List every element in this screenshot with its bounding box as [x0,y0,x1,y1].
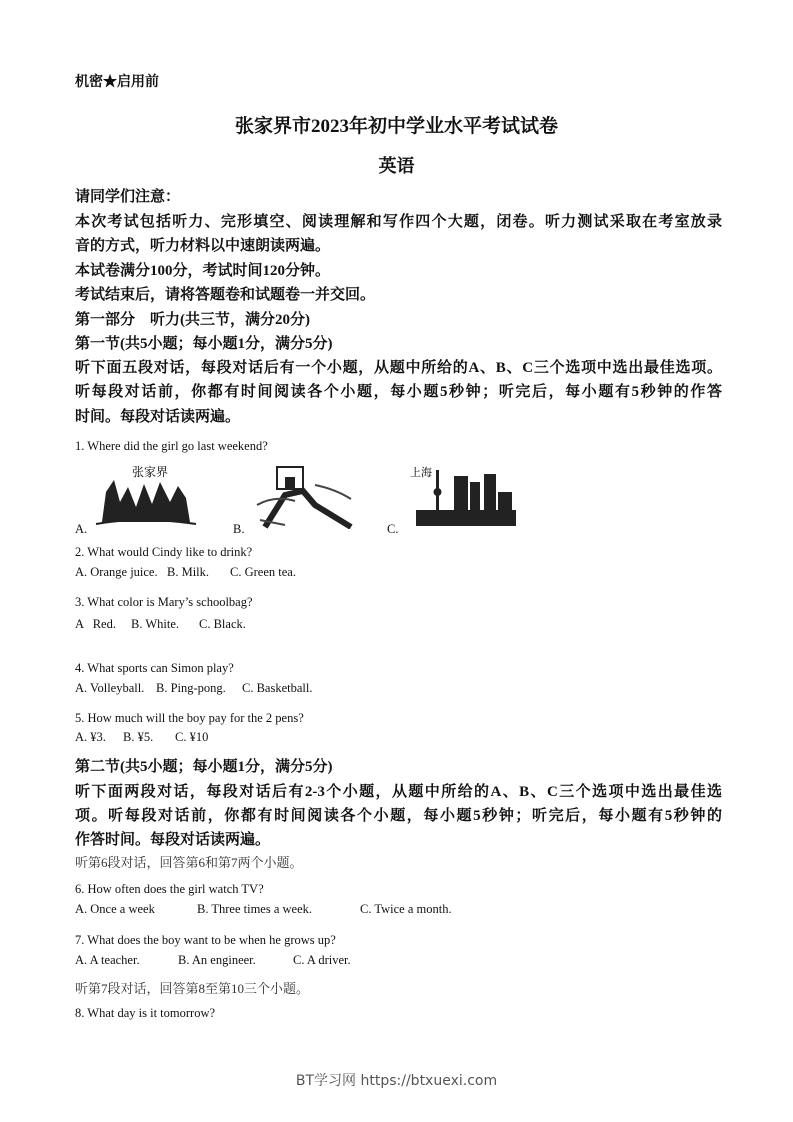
great-wall-image [255,465,355,529]
notice-line: 考试结束后，请将答题卷和试题卷一并交回。 [75,287,376,303]
question-1: 1. Where did the girl go last weekend? [75,439,268,453]
option-a: A. A teacher. [75,953,140,967]
section1-title: 第一节(共5小题；每小题1分，满分5分) [75,336,333,352]
dialog-7-note: 听第7段对话，回答第8至第10三个小题。 [75,981,310,996]
option-c: C. ¥10 [175,730,209,744]
svg-text:张家界: 张家界 [132,465,169,479]
question-3: 3. What color is Mary’s schoolbag? [75,595,253,609]
notice-line: 音的方式，听力材料以中速朗读两遍。 [75,238,331,254]
notice-heading: 请同学们注意： [75,189,181,205]
option-c: C. Basketball. [242,681,313,695]
page-title: 张家界市2023年初中学业水平考试试卷 [234,116,558,137]
section2-instruction: 作答时间。每段对话读两遍。 [75,832,271,848]
section2-title: 第二节(共5小题；每小题1分，满分5分) [75,759,333,775]
option-c: C. Green tea. [230,565,296,579]
option-b: B. Ping-pong. [156,681,226,695]
option-b: B. ¥5. [123,730,154,744]
dialog-6-note: 听第6段对话，回答第6和第7两个小题。 [75,855,303,870]
option-b: B. An engineer. [178,953,256,967]
section1-instruction: 时间。每段对话读两遍。 [75,409,241,425]
confidential-label: 机密★启用前 [75,75,159,90]
question-8: 8. What day is it tomorrow? [75,1006,216,1020]
notice-line: 本试卷满分100分，考试时间120分钟。 [75,263,331,279]
question-4: 4. What sports can Simon play? [75,661,234,675]
svg-text:上海: 上海 [410,466,432,479]
notice-line: 本次考试包括听力、完形填空、阅读理解和写作四个大题，闭卷。听力测试采取在考室放录 [75,214,722,230]
option-a: A. Once a week [75,902,155,916]
option-b: B. Milk. [167,565,210,579]
part1-title: 第一部分 听力(共三节，满分20分) [75,312,310,328]
subject-title: 英语 [378,156,415,176]
shanghai-image [408,462,518,528]
option-a: A. ¥3. [75,730,106,744]
section2-instruction: 听下面两段对话，每段对话后有2-3个小题，从题中所给的A、B、C三个选项中选出最佳选 [75,784,722,800]
option-b: B. White. [131,617,180,631]
question-7: 7. What does the boy want to be when he grows up? [75,933,336,947]
option-c: C. Black. [199,617,246,631]
section2-instruction: 项。听每段对话前，你都有时间阅读各个小题，每小题5秒钟；听完后，每小题有5秒钟的 [75,808,722,824]
zhangjiajie-image [92,462,200,528]
option-a: A. Orange juice. [75,565,158,579]
section1-instruction: 听每段对话前，你都有时间阅读各个小题，每小题5秒钟；听完后，每小题有5秒钟的作答 [75,384,722,400]
question-6: 6. How often does the girl watch TV? [75,882,264,896]
option-a: A Red. [75,617,116,631]
option-b: B. Three times a week. [197,902,313,916]
section1-instruction: 听下面五段对话，每段对话后有一个小题，从题中所给的A、B、C三个选项中选出最佳选项。 [75,360,722,376]
question-5: 5. How much will the boy pay for the 2 pens? [75,711,304,725]
question-2: 2. What would Cindy like to drink? [75,545,253,559]
option-c: C. [387,522,399,536]
footer-watermark: BT学习网 https://btxuexi.com [295,1073,498,1089]
option-a: A. Volleyball. [75,681,145,695]
option-c: C. Twice a month. [360,902,452,916]
option-b: B. [233,522,245,536]
option-c: C. A driver. [293,953,351,967]
option-a: A. [75,522,88,536]
